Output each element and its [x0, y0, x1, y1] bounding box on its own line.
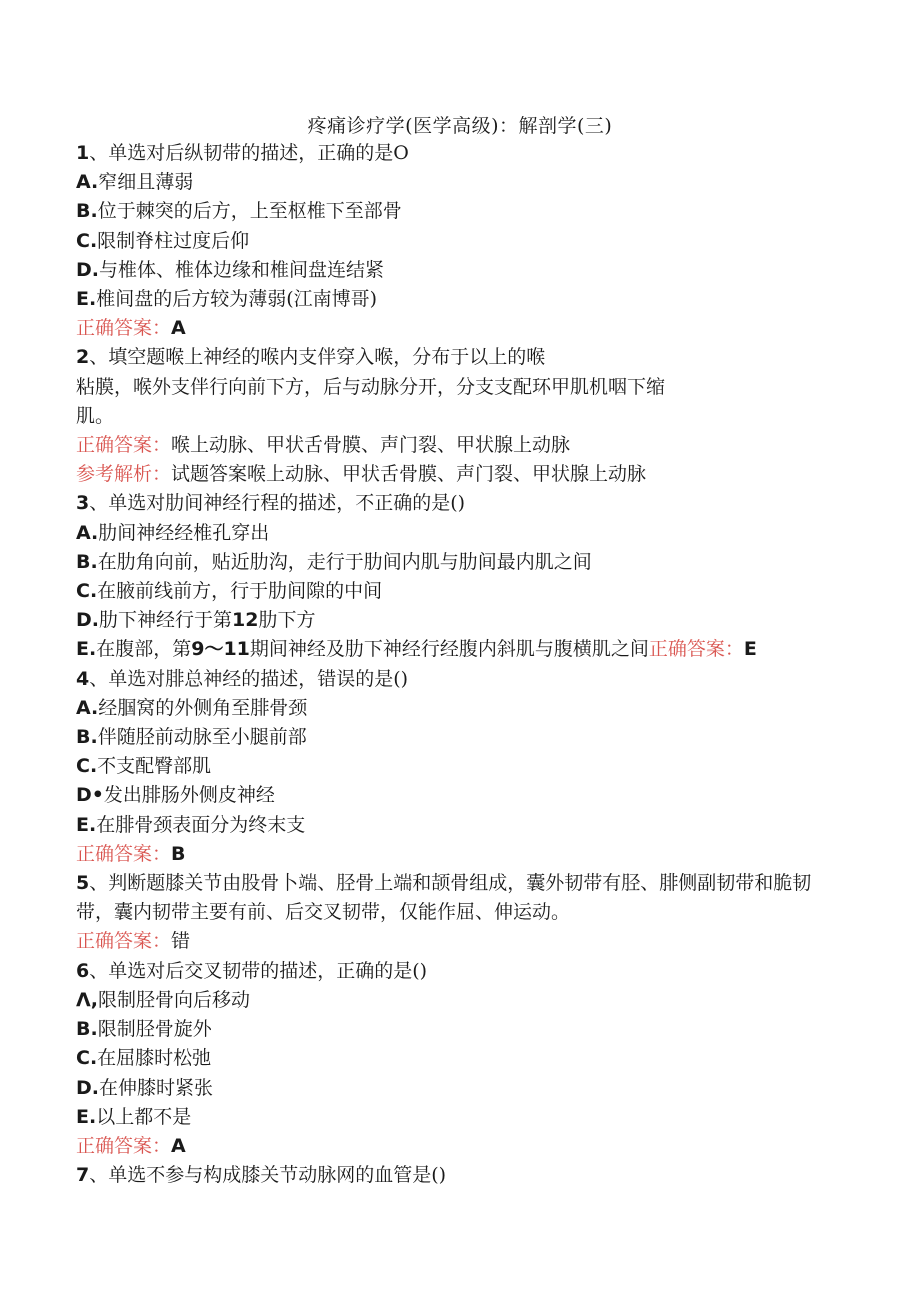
answer-label: 正确答案：: [76, 1134, 172, 1157]
option-text: 肋间神经经椎孔穿出: [98, 521, 270, 544]
option-text: 在肋角向前，贴近肋沟，走行于肋间内肌与肋间最内肌之间: [97, 550, 592, 573]
option-letter: A.: [76, 171, 99, 194]
option-text: 期间神经及肋下神经行经腹内斜肌与腹横肌之间: [249, 638, 649, 661]
option: [76, 256, 846, 285]
option-letter: D.: [76, 609, 99, 632]
question-text: 、单选对后交叉韧带的描述，正确的是(): [89, 959, 428, 982]
question-2-stem: [76, 343, 846, 372]
question-text-continued: 肌。: [76, 404, 115, 427]
option: [76, 723, 846, 752]
question-text: 、单选不参与构成膝关节动脉网的血管是(): [89, 1164, 447, 1187]
option-text: 在腹部，第: [96, 638, 192, 661]
question-6-stem: [76, 957, 846, 986]
option-letter: E.: [76, 638, 97, 661]
option-text: 伴随胫前动脉至小腿前部: [97, 726, 307, 749]
option-number: 12: [232, 609, 259, 632]
option-letter: D.: [76, 258, 99, 281]
option-text: 肋下方: [258, 609, 316, 632]
question-4-stem: [76, 665, 846, 694]
answer-line: [76, 840, 846, 869]
option-letter: C.: [76, 755, 98, 778]
option-letter: C.: [76, 229, 98, 252]
answer-label: 正确答案：: [76, 434, 172, 457]
option: [76, 1103, 846, 1132]
option-letter: E.: [76, 1105, 97, 1128]
question-number: 4: [76, 667, 90, 690]
option: [76, 227, 846, 256]
option-letter: B.: [76, 200, 98, 223]
option: [76, 519, 846, 548]
option-letter: A.: [76, 521, 99, 544]
option-letter: D•: [76, 784, 104, 807]
option-text: 在腋前线前方，行于肋间隙的中间: [97, 580, 383, 603]
question-number: 3: [76, 492, 90, 515]
option-text: 在腓骨颈表面分为终末支: [96, 813, 306, 836]
answer-line: [76, 927, 846, 956]
question-number: 2: [76, 346, 90, 369]
question-text: 、单选对腓总神经的描述，错误的是(): [89, 667, 409, 690]
answer-value: 喉上动脉、甲状舌骨膜、声门裂、甲状腺上动脉: [171, 434, 571, 457]
question-1-stem: [76, 139, 846, 168]
answer-value: A: [171, 317, 186, 340]
option-text: 以上都不是: [96, 1105, 192, 1128]
option-text: 限制脊柱过度后仰: [97, 229, 250, 252]
option-text: 椎间盘的后方较为薄弱(江南博哥): [96, 288, 378, 311]
option-text: 经腘窝的外侧角至腓骨颈: [98, 696, 308, 719]
option-with-answer: [76, 635, 846, 664]
option-letter: D.: [76, 1076, 99, 1099]
option-letter: E.: [76, 813, 97, 836]
question-text: 、判断题膝关节由股骨卜端、胫骨上端和颉骨组成，囊外韧带有胫、腓侧副韧带和脆韧带，囊内韧带主要有前、后交叉韧带，仅能作屈、伸运动。: [76, 872, 812, 924]
option: [76, 1044, 846, 1073]
option-text: 肋下神经行于第: [99, 609, 233, 632]
question-text: 、填空题喉上神经的喉内支伴穿入喉，分布于以上的喉: [89, 346, 546, 369]
option-letter: B.: [76, 550, 98, 573]
option-text: 在屈膝时松弛: [97, 1047, 212, 1070]
option: [76, 1074, 846, 1103]
option: [76, 694, 846, 723]
answer-value: 错: [171, 930, 191, 953]
question-7-stem: [76, 1161, 846, 1190]
option: [76, 1015, 846, 1044]
option-text: 窄细且薄弱: [98, 171, 194, 194]
option-text: 不支配臀部肌: [97, 755, 212, 778]
option-text: 在伸膝时紧张: [99, 1076, 214, 1099]
question-number: 7: [76, 1164, 90, 1187]
option-letter: B.: [76, 726, 98, 749]
answer-line: [76, 314, 846, 343]
option: [76, 781, 846, 810]
option-text: 与椎体、椎体边缘和椎间盘连结紧: [99, 258, 385, 281]
answer-label: 正确答案：: [76, 842, 172, 865]
analysis-label: 参考解析：: [76, 463, 172, 486]
option: [76, 285, 846, 314]
answer-line: [76, 431, 846, 460]
option-letter: C.: [76, 580, 98, 603]
option: [76, 197, 846, 226]
analysis-line: [76, 460, 846, 489]
option: [76, 811, 846, 840]
answer-label: 正确答案：: [76, 930, 172, 953]
option: [76, 168, 846, 197]
document-title: 疼痛诊疗学(医学高级)：解剖学(三): [307, 115, 613, 137]
option-letter: C.: [76, 1047, 98, 1070]
option-letter: A.: [76, 696, 99, 719]
answer-value: A: [171, 1134, 186, 1157]
option: [76, 752, 846, 781]
option-number: 9〜11: [191, 638, 250, 661]
question-list: [76, 139, 846, 1190]
question-text-continued: 粘膜，喉外支伴行向前下方，后与动脉分开，分支支配环甲肌机咽下缩: [76, 375, 666, 398]
answer-value: B: [171, 842, 186, 865]
option-letter: Λ,: [76, 988, 98, 1011]
option-letter: E.: [76, 288, 97, 311]
question-number: 1: [76, 142, 90, 164]
question-3-stem: [76, 489, 846, 518]
question-number: 6: [76, 959, 90, 982]
question-text: 、单选对后纵韧带的描述，正确的是O: [89, 142, 409, 164]
analysis-text: 试题答案喉上动脉、甲状舌骨膜、声门裂、甲状腺上动脉: [171, 463, 647, 486]
option: [76, 577, 846, 606]
option-text: 位于棘突的后方，上至枢椎下至部骨: [97, 200, 402, 223]
option-letter: B.: [76, 1018, 98, 1041]
answer-value: E: [743, 638, 757, 661]
option: [76, 986, 846, 1015]
answer-label: 正确答案：: [76, 317, 172, 340]
question-number: 5: [76, 872, 90, 895]
question-5-stem: [76, 869, 846, 927]
answer-line: [76, 1132, 846, 1161]
answer-label: 正确答案：: [648, 638, 744, 661]
option: [76, 606, 846, 635]
option-text: 限制胫骨旋外: [97, 1018, 212, 1041]
option-text: 限制胫骨向后移动: [97, 988, 250, 1011]
option-text: 发出腓肠外侧皮神经: [103, 784, 275, 807]
question-text: 、单选对肋间神经行程的描述，不正确的是(): [89, 492, 466, 515]
option: [76, 548, 846, 577]
